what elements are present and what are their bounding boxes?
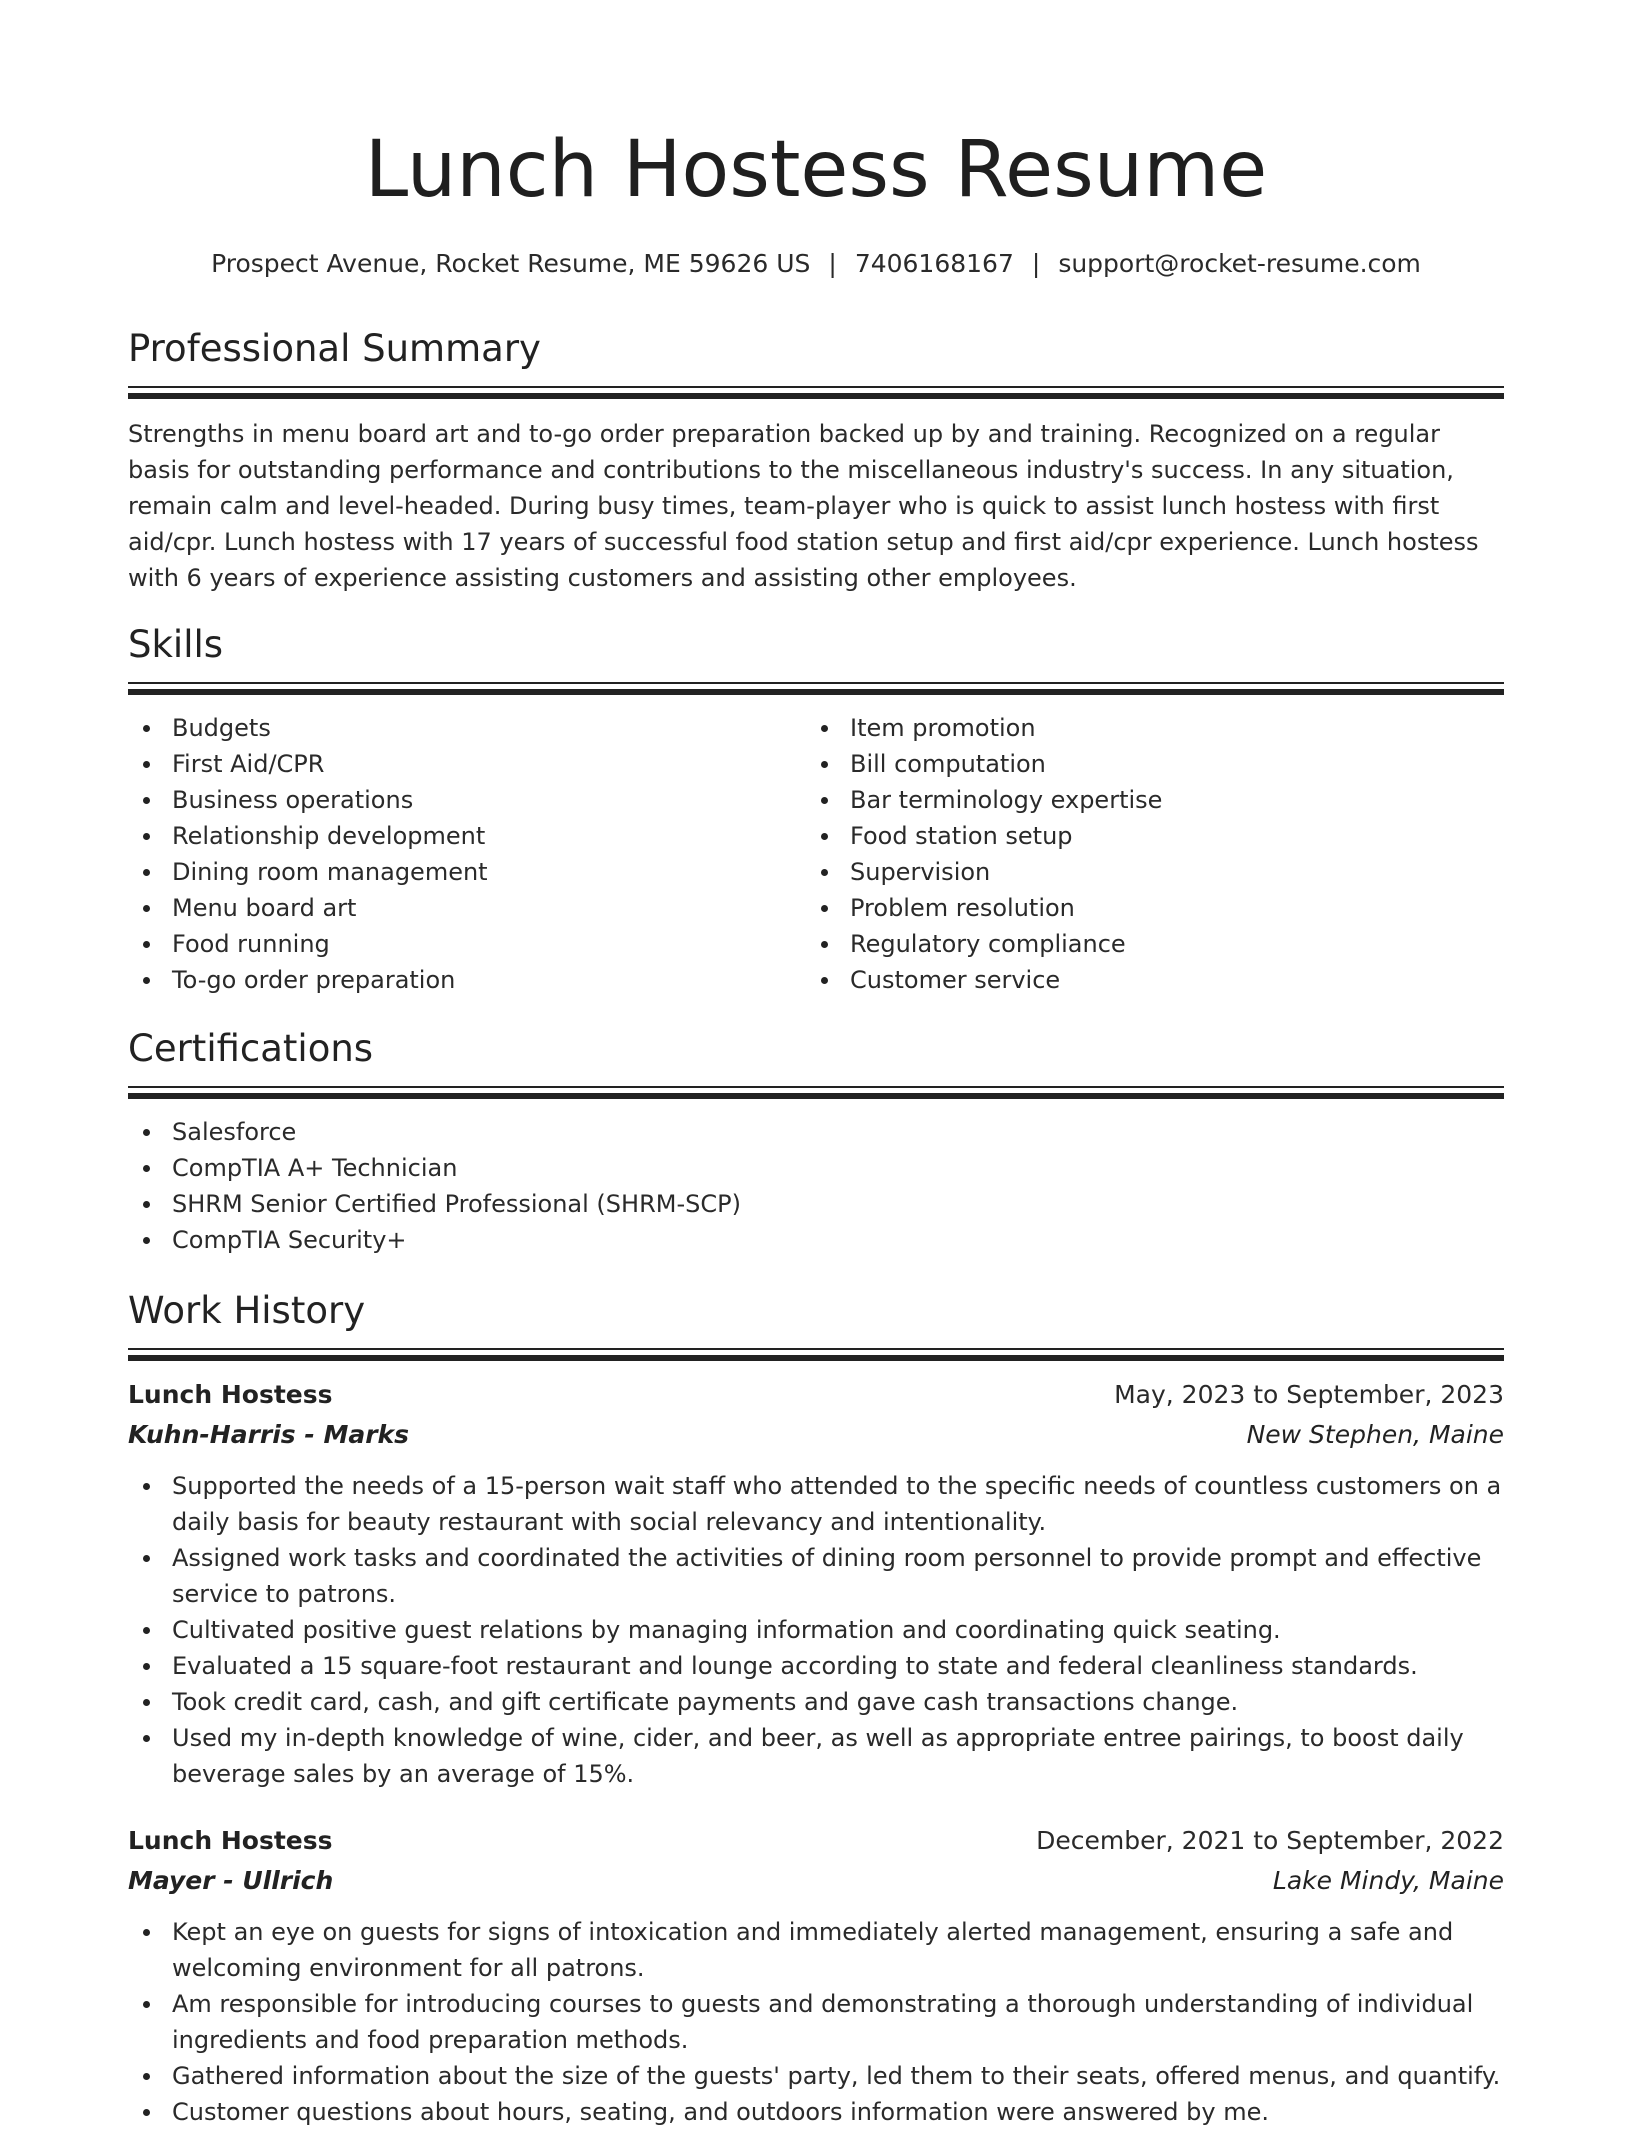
contact-phone: 7406168167	[854, 249, 1014, 278]
skill-item: Bill computation	[806, 746, 1484, 782]
skill-item: Customer service	[806, 962, 1484, 998]
summary-heading: Professional Summary	[128, 327, 541, 370]
job-company: Mayer - Ullrich	[128, 1866, 334, 1895]
skill-item: To-go order preparation	[128, 962, 806, 998]
skills-section	[128, 622, 1504, 998]
job-bullet: Cultivated positive guest relations by managing information and coordinating quick seating.	[128, 1612, 1504, 1648]
job-bullet: Assigned work tasks and coordinated the activities of dining room personnel to provide prompt and effective service to patrons.	[128, 1540, 1504, 1612]
job-title: Lunch Hostess	[128, 1380, 333, 1409]
contact-email: support@rocket-resume.com	[1058, 249, 1421, 278]
job-location: New Stephen, Maine	[1246, 1420, 1504, 1449]
summary-text: Strengths in menu board art and to-go order preparation backed up by and training. Recognized on a regular basis for outstanding performance and contributions to the miscellaneous industry's success. In any situation, remain calm and level-headed. During busy times, team-player who is quick to assist lunch hostess with first aid/cpr. Lunch hostess with 17 years of successful food station setup and first aid/cpr experience. Lunch hostess with 6 years of experience assisting customers and assisting other employees.	[128, 420, 1479, 592]
certifications-section	[128, 1026, 1504, 1258]
section-divider	[128, 1348, 1504, 1362]
job-bullet: Am responsible for introducing courses to guests and demonstrating a thorough understanding of individual ingredients and food preparation methods.	[128, 1986, 1504, 2058]
work-history-heading: Work History	[128, 1289, 366, 1332]
skill-item: Bar terminology expertise	[806, 782, 1484, 818]
section-divider	[128, 386, 1504, 400]
job-bullets	[128, 1914, 1504, 2130]
job-header	[128, 1378, 1504, 1412]
skill-item: Business operations	[128, 782, 806, 818]
skill-item: Food station setup	[806, 818, 1484, 854]
job-bullet: Evaluated a 15 square-foot restaurant and lounge according to state and federal cleanliness standards.	[128, 1648, 1504, 1684]
job-dates: December, 2021 to September, 2022	[1036, 1826, 1504, 1855]
job-bullet: Used my in-depth knowledge of wine, cider, and beer, as well as appropriate entree pairings, to boost daily beverage sales by an average of 15%.	[128, 1720, 1504, 1792]
certifications-heading: Certifications	[128, 1027, 374, 1070]
skill-item: Item promotion	[806, 710, 1484, 746]
job-bullet: Took credit card, cash, and gift certificate payments and gave cash transactions change.	[128, 1684, 1504, 1720]
job-location: Lake Mindy, Maine	[1272, 1866, 1504, 1895]
resume-title: Lunch Hostess Resume	[364, 125, 1268, 215]
section-divider	[128, 1086, 1504, 1100]
job-bullet: Gathered information about the size of the guests' party, led them to their seats, offered menus, and quantify.	[128, 2058, 1504, 2094]
skill-item: Supervision	[806, 854, 1484, 890]
certification-item: CompTIA Security+	[128, 1222, 1504, 1258]
job-bullets	[128, 1468, 1504, 1792]
job-dates: May, 2023 to September, 2023	[1114, 1380, 1504, 1409]
job-entry	[128, 1824, 1504, 2130]
summary-section	[128, 326, 1504, 596]
job-entry	[128, 1378, 1504, 1792]
skill-item: Relationship development	[128, 818, 806, 854]
certifications-list	[128, 1114, 1504, 1258]
skill-item: Budgets	[128, 710, 806, 746]
skills-grid	[128, 710, 1504, 998]
certification-item: CompTIA A+ Technician	[128, 1150, 1504, 1186]
job-bullet: Supported the needs of a 15-person wait staff who attended to the specific needs of countless customers on a daily basis for beauty restaurant with social relevancy and intentionality.	[128, 1468, 1504, 1540]
contact-address: Prospect Avenue, Rocket Resume, ME 59626 US	[211, 249, 811, 278]
skill-item: Dining room management	[128, 854, 806, 890]
contact-separator: |	[828, 249, 837, 278]
skills-heading: Skills	[128, 623, 224, 666]
job-company: Kuhn-Harris - Marks	[128, 1420, 410, 1449]
skill-item: Food running	[128, 926, 806, 962]
certification-item: Salesforce	[128, 1114, 1504, 1150]
certification-item: SHRM Senior Certified Professional (SHRM-SCP)	[128, 1186, 1504, 1222]
job-subheader	[128, 1418, 1504, 1452]
job-bullet: Customer questions about hours, seating, and outdoors information were answered by me.	[128, 2094, 1504, 2130]
work-history-section	[128, 1288, 1504, 2130]
skill-item: First Aid/CPR	[128, 746, 806, 782]
skill-item: Problem resolution	[806, 890, 1484, 926]
section-divider	[128, 682, 1504, 696]
contact-line	[128, 248, 1504, 280]
skills-list-left	[128, 710, 806, 998]
skill-item: Regulatory compliance	[806, 926, 1484, 962]
contact-separator: |	[1031, 249, 1041, 278]
resume-page	[128, 0, 1504, 2130]
skill-item: Menu board art	[128, 890, 806, 926]
job-header	[128, 1824, 1504, 1858]
job-bullet: Kept an eye on guests for signs of intoxication and immediately alerted management, ensuring a safe and welcoming environment for all patrons.	[128, 1914, 1504, 1986]
skills-list-right	[806, 710, 1484, 998]
job-title: Lunch Hostess	[128, 1826, 333, 1855]
job-subheader	[128, 1864, 1504, 1898]
